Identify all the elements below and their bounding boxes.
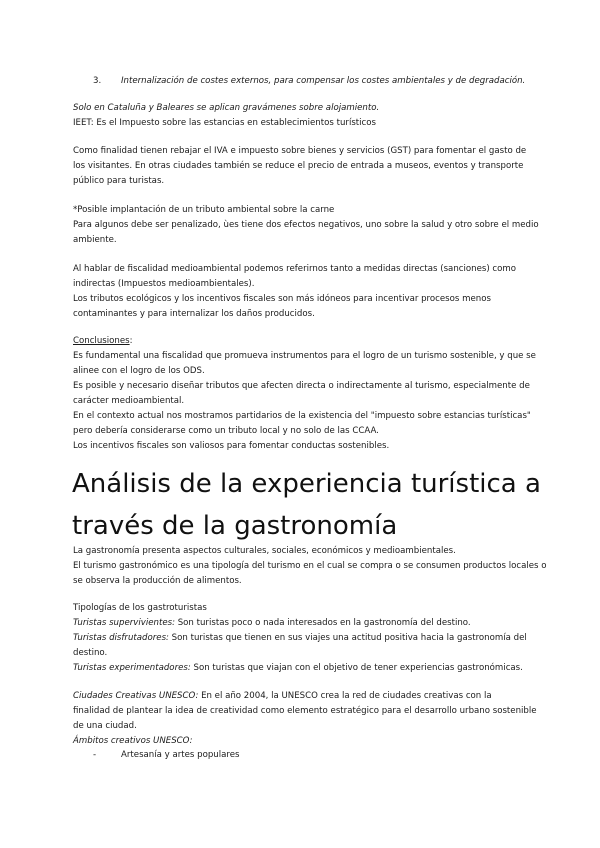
paragraph-gastronomia	[73, 544, 547, 589]
item-text: Internalización de costes externos, para compensar los costes ambientales y de degradación.	[121, 76, 526, 86]
tipologias-title: Tipologías de los gastroturistas	[73, 603, 207, 613]
text-line: *Posible implantación de un tributo ambiental sobre la carne	[73, 205, 335, 215]
tipologia-item	[73, 631, 535, 646]
text-line: Solo en Cataluña y Baleares se aplican gravámenes sobre alojamiento.	[73, 103, 380, 113]
numbered-item-3	[93, 74, 525, 89]
paragraph-alojamiento	[73, 101, 535, 131]
ambitos-title: Ámbitos creativos UNESCO:	[73, 736, 193, 746]
tipologia-text: Son turistas que tienen en sus viajes una actitud positiva hacia la gastronomía del	[168, 633, 527, 643]
paragraph-fiscalidad	[73, 262, 535, 322]
paragraph-tributo-carne	[73, 203, 539, 248]
heading-line: través de la gastronomía	[72, 511, 398, 541]
tipologias-section	[73, 601, 535, 676]
tipologia-item	[73, 661, 535, 676]
text-line: indirectas (Impuestos medioambientales).	[73, 279, 255, 289]
paragraph-finalidad	[73, 144, 535, 189]
ciudades-creativas-section	[73, 689, 535, 749]
ciudades-label: Ciudades Creativas UNESCO:	[73, 691, 199, 701]
text-line: Los incentivos fiscales son valiosos para fomentar conductas sostenibles.	[73, 441, 390, 451]
text-line: pero debería considerarse como un tributo local y no solo de las CCAA.	[73, 426, 379, 436]
heading-line: Análisis de la experiencia turística a	[72, 469, 541, 499]
tipologia-label: Turistas experimentadores:	[73, 663, 191, 673]
colon: :	[129, 336, 133, 346]
text-line: En el contexto actual nos mostramos partidarios de la existencia del "impuesto sobre estancias turísticas"	[73, 411, 531, 421]
ciudades-text: En el año 2004, la UNESCO crea la red de ciudades creativas con la	[198, 691, 492, 701]
tipologia-text: Son turistas que viajan con el objetivo de tener experiencias gastronómicas.	[190, 663, 523, 673]
conclusiones-section	[73, 334, 535, 454]
text-line: Como finalidad tienen rebajar el IVA e impuesto sobre bienes y servicios (GST) para fomentar el gasto de	[73, 146, 527, 156]
conclusiones-title: Conclusiones	[73, 336, 130, 346]
text-line: Para algunos debe ser penalizado, ùes tiene dos efectos negativos, uno sobre la salud y otro sobre el medio	[73, 220, 539, 230]
ciudades-line	[73, 689, 535, 704]
text-line: ambiente.	[73, 235, 117, 245]
bullet-dash: -	[93, 750, 97, 760]
tipologia-label: Turistas supervivientes:	[73, 618, 175, 628]
text-line: destino.	[73, 648, 108, 658]
section-title	[73, 334, 535, 349]
tipologia-item	[73, 616, 535, 631]
text-line: IEET: Es el Impuesto sobre las estancias en establecimientos turísticos	[73, 118, 377, 128]
bullet-text: Artesanía y artes populares	[121, 750, 240, 760]
section-heading	[72, 466, 542, 544]
item-number: 3.	[93, 76, 102, 86]
text-line: carácter medioambiental.	[73, 396, 185, 406]
tipologia-label: Turistas disfrutadores:	[73, 633, 169, 643]
text-line: Los tributos ecológicos y los incentivos fiscales son más idóneos para incentivar procesos menos	[73, 294, 491, 304]
bullet-item	[93, 748, 240, 763]
text-line: El turismo gastronómico es una tipología del turismo en el cual se compra o se consumen productos locales o	[73, 561, 547, 571]
text-line: Es fundamental una fiscalidad que promueva instrumentos para el logro de un turismo sostenible, y que se	[73, 351, 536, 361]
text-line: contaminantes y para internalizar los daños producidos.	[73, 309, 315, 319]
text-line: público para turistas.	[73, 176, 165, 186]
text-line: Al hablar de fiscalidad medioambiental podemos referirnos tanto a medidas directas (sanciones) como	[73, 264, 517, 274]
text-line: se observa la producción de alimentos.	[73, 576, 242, 586]
tipologia-text: Son turistas poco o nada interesados en la gastronomía del destino.	[174, 618, 471, 628]
text-line: La gastronomía presenta aspectos culturales, sociales, económicos y medioambientales.	[73, 546, 456, 556]
text-line: los visitantes. En otras ciudades también se reduce el precio de entrada a museos, eventos y transporte	[73, 161, 524, 171]
text-line: de una ciudad.	[73, 721, 137, 731]
text-line: Es posible y necesario diseñar tributos que afecten directa o indirectamente al turismo, especialmente de	[73, 381, 530, 391]
text-line: finalidad de plantear la idea de creatividad como elemento estratégico para el desarrollo urbano sostenible	[73, 706, 537, 716]
text-line: alinee con el logro de los ODS.	[73, 366, 205, 376]
